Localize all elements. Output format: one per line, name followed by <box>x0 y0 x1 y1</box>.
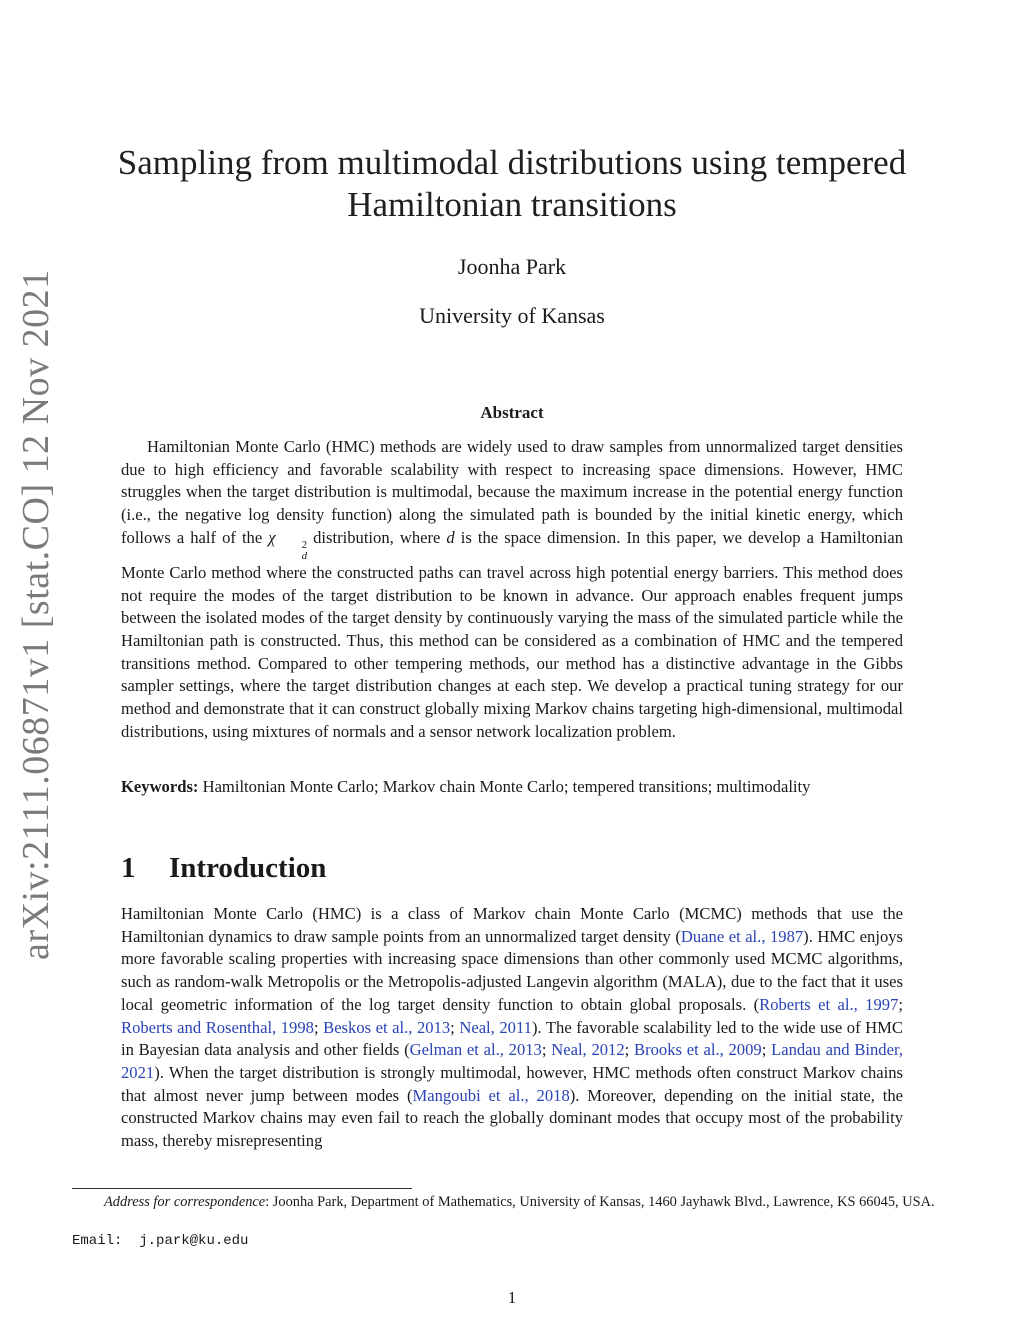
keywords-label: Keywords: <box>121 777 199 796</box>
footnote-divider <box>72 1188 412 1189</box>
citation-link[interactable]: Beskos et al., 2013 <box>323 1017 451 1037</box>
keywords <box>121 776 903 799</box>
paper-title: Sampling from multimodal distributions using tempered Hamiltonian transitions <box>117 143 907 224</box>
chi-symbol: χ <box>268 527 276 547</box>
footnote-label: Address for correspondence <box>104 1194 266 1210</box>
citation-link[interactable]: Duane et al., 1987 <box>680 926 804 946</box>
citation-link[interactable]: Mangoubi et al., 2018 <box>412 1085 570 1105</box>
citation-link[interactable]: Roberts et al., 1997 <box>759 994 899 1014</box>
citation-link[interactable]: Brooks et al., 2009 <box>634 1040 762 1060</box>
arxiv-identifier-stamp: arXiv:2111.06871v1 [stat.CO] 12 Nov 2021 <box>15 269 57 960</box>
section-heading-introduction <box>121 852 326 885</box>
chi-superscript: 2 <box>301 538 308 551</box>
footnote-email <box>72 1233 248 1249</box>
email-address: j.park@ku.edu <box>139 1233 249 1249</box>
footnote-address <box>72 1192 952 1212</box>
keywords-text: Hamiltonian Monte Carlo; Markov chain Monte Carlo; tempered transitions; multimodality <box>198 777 811 796</box>
section-number: 1 <box>121 852 136 884</box>
citation-link[interactable]: Neal, 2011 <box>459 1017 532 1037</box>
email-label: Email: <box>72 1233 123 1249</box>
abstract-body: Hamiltonian Monte Carlo (HMC) methods are widely used to draw samples from unnormalized target densities due to high efficiency and favorable scalability with respect to increasing space dimensions. However, HMC struggles when the target distribution is multimodal, because the maximum increase in the potential energy function (i.e., the negative log density function) along the simulated path is bounded by the initial kinetic energy, which follows a half of the χ 2 d distribution, where d is the space dimension. In this paper, we develop a Hamiltonian Monte Carlo method where the constructed paths can travel across high potential energy barriers. This method does not require the modes of the target distribution to be known in advance. Our approach enables frequent jumps between the isolated modes of the target density by continuously varying the mass of the simulated particle while the Hamiltonian path is constructed. Thus, this method can be considered as a combination of HMC and the tempered transitions method. Compared to other tempering methods, our method has a distinctive advantage in the Gibbs sampler settings, where the target distribution changes at each step. We develop a practical tuning strategy for our method and demonstrate that it can construct globally mixing Markov chains targeting high-dimensional, multimodal distributions, using mixtures of normals and a sensor network localization problem. <box>121 437 903 741</box>
author-affiliation: University of Kansas <box>419 303 605 328</box>
chi-subscript: d <box>301 549 308 562</box>
citation-link[interactable]: Neal, 2012 <box>551 1040 625 1060</box>
page-number: 1 <box>507 1288 517 1307</box>
footnote-text: : Joonha Park, Department of Mathematics, University of Kansas, 1460 Jayhawk Blvd., Lawrence, KS 66045, USA. <box>265 1194 935 1210</box>
section-title: Introduction <box>169 852 327 884</box>
citation-link[interactable]: Gelman et al., 2013 <box>409 1040 542 1060</box>
abstract-heading: Abstract <box>480 403 544 422</box>
citation-link[interactable]: Roberts and Rosenthal, 1998 <box>121 1017 314 1037</box>
introduction-paragraph: Hamiltonian Monte Carlo (HMC) is a class of Markov chain Monte Carlo (MCMC) methods that use the Hamiltonian dynamics to draw sample points from an unnormalized target density (Duane et al., 1987). HMC enjoys more favorable scaling properties with increasing space dimensions than other commonly used MCMC algorithms, such as random-walk Metropolis or the Metropolis-adjusted Langevin algorithm (MALA), due to the fact that it uses local geometric information of the log target density function to obtain global proposals. (Roberts et al., 1997; Roberts and Rosenthal, 1998; Beskos et al., 2013; Neal, 2011). The favorable scalability led to the wide use of HMC in Bayesian data analysis and other fields (Gelman et al., 2013; Neal, 2012; Brooks et al., 2009; Landau and Binder, 2021). When the target distribution is strongly multimodal, however, HMC methods often construct Markov chains that almost never jump between modes (Mangoubi et al., 2018). Moreover, depending on the initial state, the constructed Markov chains may even fail to reach the globally dominant modes that occupy most of the probability mass, thereby misrepresenting <box>121 904 903 1151</box>
citation-link[interactable]: Landau and Binder, 2021 <box>121 1040 903 1082</box>
author-name: Joonha Park <box>457 254 567 279</box>
dimension-symbol: d <box>446 527 455 547</box>
